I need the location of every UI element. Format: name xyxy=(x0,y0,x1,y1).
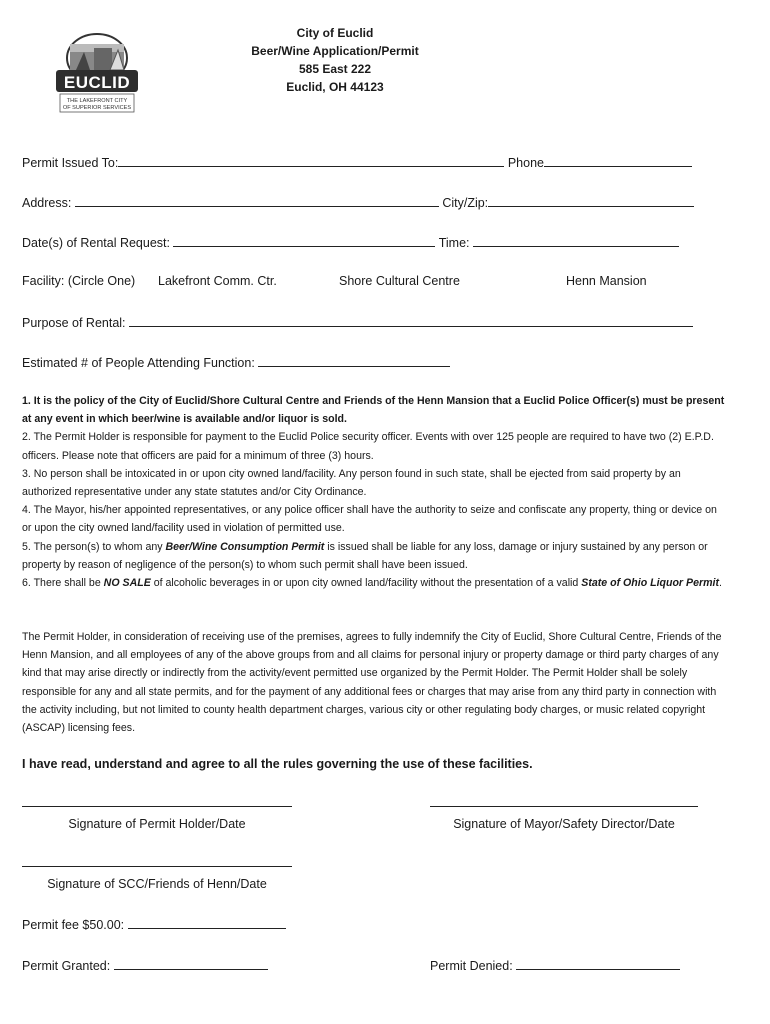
indemnity-paragraph: The Permit Holder, in consideration of receiving use of the premises, agrees to fully indemnify the City of Euclid, Shore Cultural Centre, Friends of the Henn Mansion, and all employees of any of the above groups from and all claims for personal injury or property damage or third party charges of any kind that may arise directly or indirectly from the activity/event permitted use organized by the Permit Holder. The Permit Holder shall be solely responsible for any and all state permits, and for the payment of any additional fees or charges that may arise from any third party in connection with the activity including, but not limited to county health department charges, various city or other regulating body charges, or music related copyright (ASCAP) licensing fees. xyxy=(22,631,722,735)
permit-granted-field[interactable] xyxy=(114,957,268,970)
rule-6-text-end: . xyxy=(718,577,722,590)
facility-label: Facility: (Circle One) xyxy=(22,274,136,288)
facility-option-lakefront[interactable]: Lakefront Comm. Ctr. xyxy=(158,274,277,288)
permit-fee-label: Permit fee $50.00: xyxy=(22,918,125,932)
mayor-signature-line[interactable] xyxy=(430,806,698,807)
time-field[interactable] xyxy=(473,234,679,247)
time-label: Time: xyxy=(438,236,470,250)
rule-6-liquor-permit: State of Ohio Liquor Permit xyxy=(581,577,719,590)
rule-5-emphasis: Beer/Wine Consumption Permit xyxy=(165,540,325,553)
estimated-field[interactable] xyxy=(258,354,450,367)
row-permit-issued-to xyxy=(22,154,692,170)
row-permit-granted xyxy=(22,957,268,973)
address-field[interactable] xyxy=(75,194,439,207)
header-street: 585 East 222 xyxy=(298,62,372,76)
facility-option-shore-cultural[interactable]: Shore Cultural Centre xyxy=(339,274,460,288)
rule-5 xyxy=(22,538,727,574)
rule-6 xyxy=(22,574,727,592)
dates-label: Date(s) of Rental Request: xyxy=(22,236,170,250)
purpose-field[interactable] xyxy=(129,314,693,327)
rule-2: 2. The Permit Holder is responsible for payment to the Euclid Police security officer. Events with over 125 people are required to have two (2) E.P.D. officers. Please note that officers are paid for a minimum of three (3) hours. xyxy=(22,431,714,462)
row-facility xyxy=(22,274,722,288)
city-of-euclid-logo xyxy=(54,30,140,114)
permit-holder-signature-label: Signature of Permit Holder/Date xyxy=(68,817,246,831)
letterhead xyxy=(220,24,450,96)
rule-5-text: 5. The person(s) to whom any xyxy=(22,540,166,553)
rule-6-text: 6. There shall be xyxy=(22,577,104,590)
permit-issued-to-field[interactable] xyxy=(118,154,504,167)
agreement-statement: I have read, understand and agree to all the rules governing the use of these facilities. xyxy=(22,757,533,771)
rule-3: 3. No person shall be intoxicated in or upon city owned land/facility. Any person found in such state, shall be ejected from said property by an authorized representative under any state statutes and/or City Ordinance. xyxy=(22,467,681,499)
facility-option-henn-mansion[interactable]: Henn Mansion xyxy=(566,274,647,288)
row-address xyxy=(22,194,694,210)
svg-text:THE LAKEFRONT CITY: THE LAKEFRONT CITY xyxy=(66,98,128,104)
permit-holder-signature-line[interactable] xyxy=(22,806,292,807)
address-label: Address: xyxy=(22,196,72,210)
scc-signature-line[interactable] xyxy=(22,866,292,867)
rule-6-text-mid: of alcoholic beverages in or upon city owned land/facility without the presentation of a valid xyxy=(150,577,582,590)
mayor-signature-label: Signature of Mayor/Safety Director/Date xyxy=(453,817,675,831)
row-dates xyxy=(22,234,679,250)
header-city-state-zip: Euclid, OH 44123 xyxy=(286,80,384,94)
rule-6-no-sale: NO SALE xyxy=(103,577,151,590)
rule-1: 1. It is the policy of the City of Euclid/Shore Cultural Centre and Friends of the Henn Mansion that a Euclid Police Officer(s) must be present at any event in which beer/wine is available and/or liquor is sold. xyxy=(22,395,725,426)
phone-field[interactable] xyxy=(544,154,692,167)
svg-text:EUCLID: EUCLID xyxy=(63,73,131,92)
estimated-label: Estimated # of People Attending Function: xyxy=(22,356,255,370)
permit-issued-to-label: Permit Issued To: xyxy=(22,156,119,170)
permit-denied-label: Permit Denied: xyxy=(430,959,513,973)
permit-fee-field[interactable] xyxy=(128,916,286,929)
svg-text:OF SUPERIOR SERVICES: OF SUPERIOR SERVICES xyxy=(62,105,132,111)
permit-granted-label: Permit Granted: xyxy=(22,959,111,973)
purpose-label: Purpose of Rental: xyxy=(22,316,126,330)
row-purpose xyxy=(22,314,693,330)
phone-label: Phone xyxy=(507,156,544,170)
header-form-title: Beer/Wine Application/Permit xyxy=(251,44,419,58)
city-zip-label: City/Zip: xyxy=(442,196,489,210)
rule-5-text-end: is issued shall be liable for any loss, damage or injury sustained by any person or property by reason of negligence of the person(s) to whom such permit shall have been issued. xyxy=(22,540,708,571)
rule-4: 4. The Mayor, his/her appointed representatives, or any police officer shall have the authority to seize and confiscate any property, thing or device on or upon the city owned land/facility used in violation of permitted use. xyxy=(22,504,717,535)
dates-field[interactable] xyxy=(173,234,435,247)
permit-denied-field[interactable] xyxy=(516,957,680,970)
row-permit-denied xyxy=(430,957,680,973)
scc-signature-label: Signature of SCC/Friends of Henn/Date xyxy=(47,877,267,891)
header-city: City of Euclid xyxy=(296,26,374,40)
row-estimated-attendance xyxy=(22,354,450,370)
city-zip-field[interactable] xyxy=(488,194,694,207)
row-permit-fee xyxy=(22,916,286,932)
rules-list xyxy=(22,392,727,592)
